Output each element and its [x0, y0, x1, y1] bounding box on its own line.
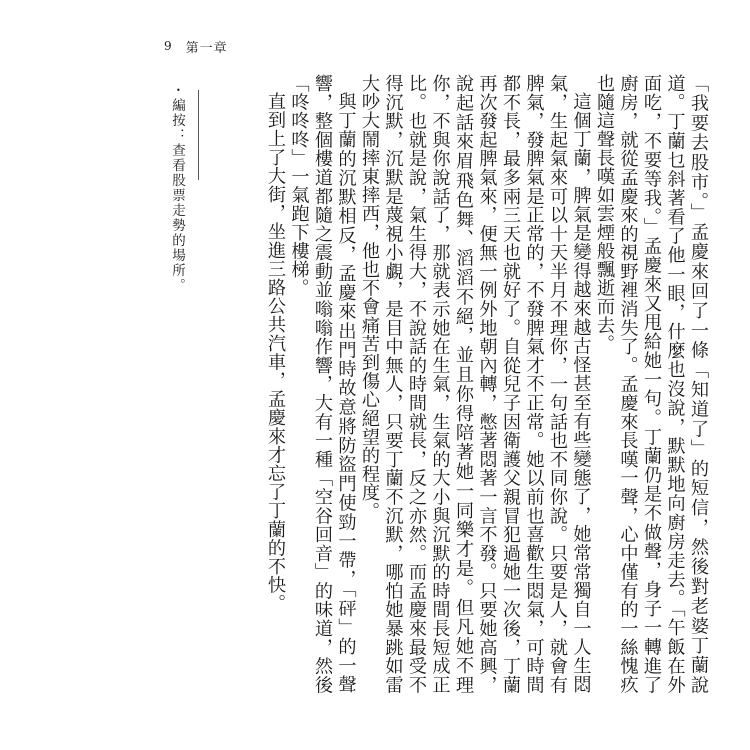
- paragraph-1: 「我要去股市。」孟慶來回了一條「知道了」的短信，然後對老婆丁蘭說道。丁蘭乜斜著看了他一眼，什麼也沒說，默默地向廚房走去。「午飯在外面吃，不要等我。」孟慶來又甩給她一句。丁蘭仍是不做聲，身子一轉進了廚房，就從孟慶來的視野裡消失了。孟慶來長嘆一聲，心中僅有的一絲愧疚也隨這聲長嘆如雲煙般飄逝而去。: [594, 74, 709, 694]
- paragraph-3: 與丁蘭的沉默相反，孟慶來出門時故意將防盜門使勁一帶，「砰」的一聲響，整個樓道都隨之震動並嗡嗡作響，大有一種「空谷回音」的味道，然後「咚咚咚」一氣跑下樓梯。: [288, 74, 357, 694]
- body-text: [240, 74, 710, 694]
- paragraph-4: 直到上了大街，坐進三路公共汽車，孟慶來才忘了丁蘭的不快。: [265, 92, 286, 613]
- editor-note: 編按：查看股票走勢的場所。: [169, 98, 185, 293]
- footnote-divider: [198, 90, 199, 180]
- paragraph-2: 這個丁蘭，脾氣是變得越來越古怪甚至有些變態了，她常常獨自一人生悶氣，生起氣來可以十天半月不理你，一句話也不同你說。只要是人，就會有脾氣，發脾氣是正常的，不發脾氣才不正常。她以前也喜歡生悶氣，可時間都不長，最多兩三天也就好了。自從兒子因衛護父親冒犯過她一次後，丁蘭再次發起脾氣來，便無一例外地朝內轉，憋著悶著一言不發。只要她高興，說起話來眉飛色舞、滔滔不絕，並且你得陪著她一同樂才是。但凡她不理你，不與你說話了，那就表示她在生氣，生氣的大小與沉默的時間長短成正比。也就是說，氣生得大，不說話的時間就長，反之亦然。而孟慶來最受不得沉默，沉默是蔑視小覷，是目中無人，只要丁蘭不沉默，哪怕她暴跳如雷大吵大鬧摔東摔西，他也不會痛苦到傷心絕望的程度。: [359, 74, 592, 694]
- page-number: 9: [164, 39, 172, 53]
- chapter-title: 第一章: [185, 40, 228, 56]
- running-header: [164, 36, 228, 56]
- footnote-bullet-icon: •: [176, 86, 181, 95]
